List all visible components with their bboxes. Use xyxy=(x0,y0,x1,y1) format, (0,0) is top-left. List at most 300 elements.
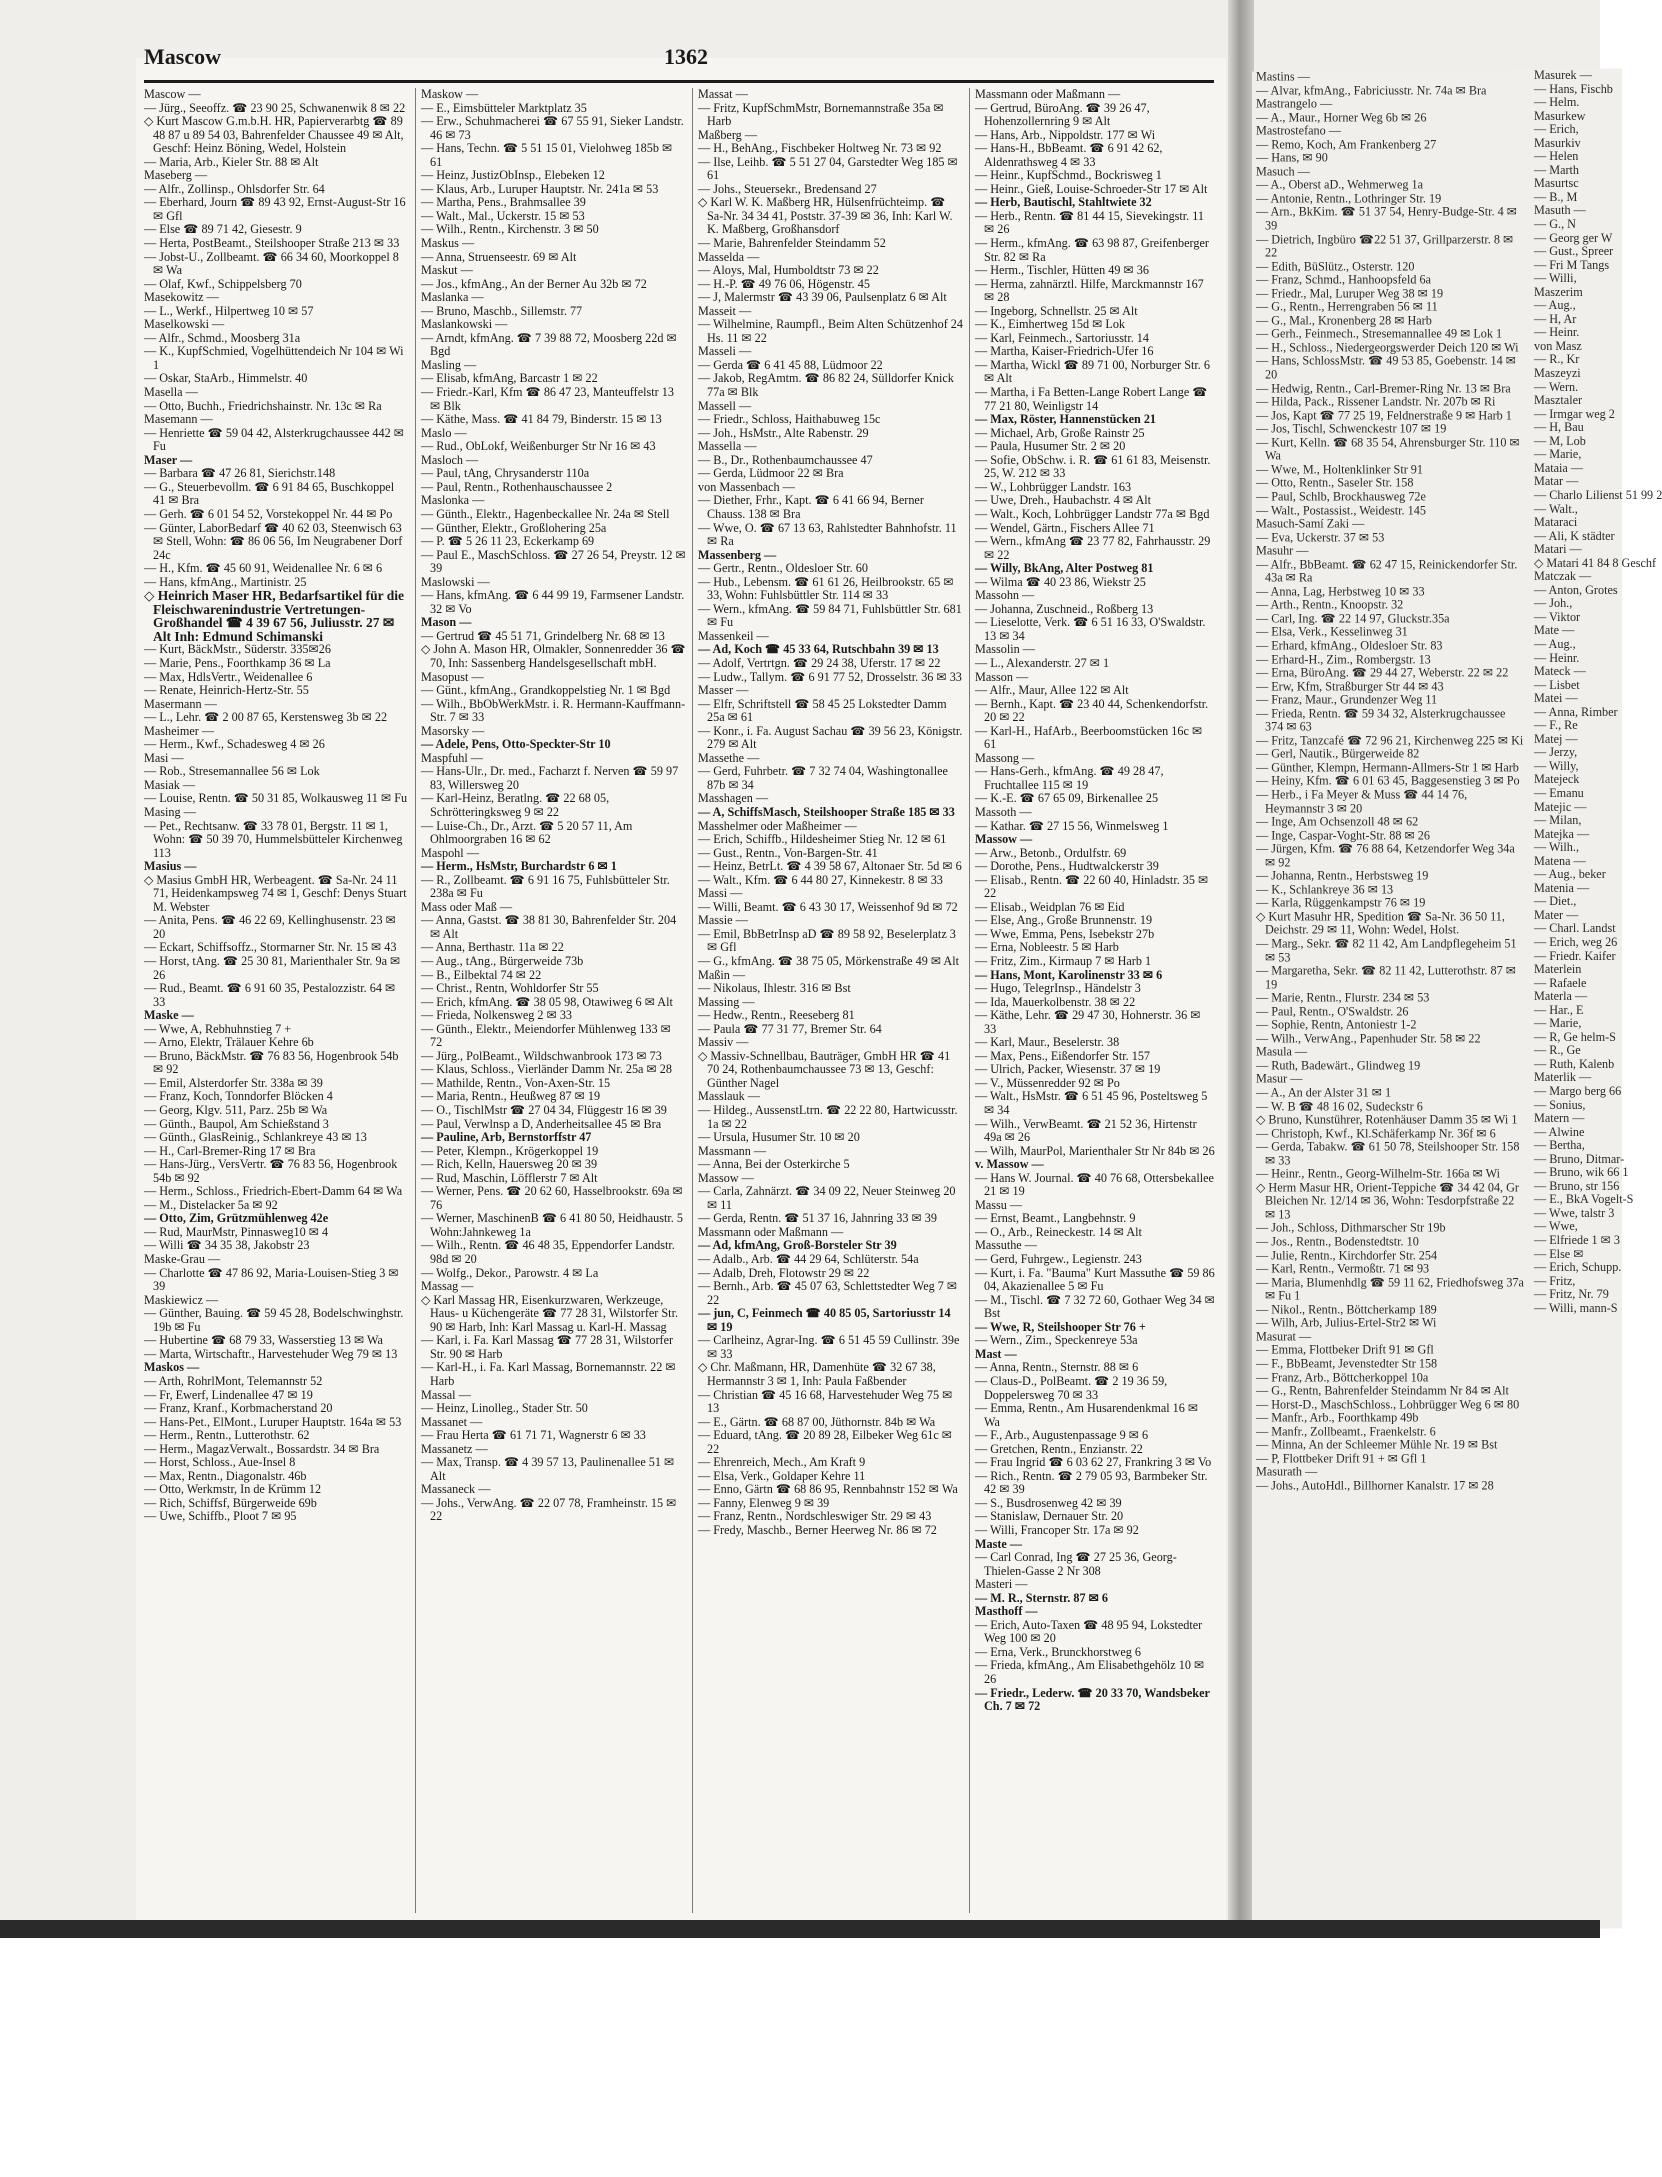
scan-edge-band xyxy=(0,1920,1600,1938)
directory-entry xyxy=(975,1226,1215,1240)
entry-text: — Gerd, Fuhrgew., Legienstr. 243 xyxy=(975,1252,1142,1267)
fragment-entry: — Georg ger W xyxy=(1534,230,1613,245)
directory-entry xyxy=(421,630,686,644)
entry-text: — Hans-Jürg., VersVertr. ☎ 76 83 56, Hogenbrook 54b ✉ 92 xyxy=(144,1157,398,1185)
directory-entry xyxy=(698,1212,963,1226)
directory-entry xyxy=(144,589,409,643)
entry-text: — Hubertine ☎ 68 79 33, Wasserstieg 13 ✉ Wa xyxy=(144,1333,383,1348)
directory-entry xyxy=(975,413,1215,427)
entry-text: — Max, Pens., Eißendorfer Str. 157 xyxy=(975,1048,1151,1063)
directory-entry xyxy=(975,969,1215,983)
entry-text: — Anna, Berthastr. 11a ✉ 22 xyxy=(421,940,564,955)
right-page-fragment xyxy=(1252,67,1662,1931)
entry-text: — Heinr., Gieß, Louise-Schroeder-Str 17 ✉ Alt xyxy=(975,181,1208,196)
entry-text: Masemann — xyxy=(144,412,213,427)
entry-text: — Wilh., BbObWerkMstr. i. R. Hermann-Kauffmann-Str. 7 ✉ 33 xyxy=(421,696,686,725)
fragment-entry: — Gerl, Nautik., Bürgerweide 82 xyxy=(1256,746,1420,761)
entry-text: ◇ Karl Massag HR, Eisenkurzwaren, Werkzeuge, Haus- u Küchengeräte ☎ 77 28 31, Wilstorfer Str. 90 ✉ Harb, Inh: Karl Massag u. Karl-H. Massag xyxy=(421,1292,679,1334)
entry-text: — Günth., Elektr., Meiendorfer Mühlenweg 133 ✉ 72 xyxy=(421,1021,671,1050)
entry-text: — Jobst-U., Zollbeamt. ☎ 66 34 60, Moorkoppel 8 ✉ Wa xyxy=(144,249,399,278)
entry-text: — Erich, Schiffb., Hildesheimer Stieg Nr. 12 ✉ 61 xyxy=(698,832,947,847)
entry-text: Massoth — xyxy=(975,804,1032,819)
entry-text: Masopust — xyxy=(421,669,484,684)
entry-text: — Else ☎ 89 71 42, Giesestr. 9 xyxy=(144,222,302,237)
directory-entry xyxy=(698,671,963,685)
entry-text: Masermann — xyxy=(144,696,217,711)
fragment-entry: — Fri M Tangs xyxy=(1534,257,1610,272)
entry-text: Massow — xyxy=(975,832,1033,847)
entry-text: — Erich, Auto-Taxen ☎ 48 95 94, Lokstedter Weg 100 ✉ 20 xyxy=(975,1617,1203,1646)
fragment-entry: — G., Rentn, Bahrenfelder Steindamm Nr 84 ✉ Alt xyxy=(1256,1383,1509,1398)
directory-entry xyxy=(144,657,409,671)
entry-text: — Emil, BbBetrInsp aD ☎ 89 58 92, Beselerplatz 3 ✉ Gfl xyxy=(698,926,956,955)
entry-text: — E., Gärtn. ☎ 68 87 00, Jüthornstr. 84b ✉ Wa xyxy=(698,1414,936,1429)
directory-entry xyxy=(975,1118,1215,1145)
directory-entry xyxy=(421,1212,686,1239)
fragment-entry: — Walt., xyxy=(1534,501,1578,516)
directory-entry xyxy=(421,1118,686,1132)
entry-text: — Günth., Baupol, Am Schießstand 3 xyxy=(144,1116,329,1131)
entry-text: — Herma, zahnärztl. Hilfe, Marckmannstr 167 ✉ 28 xyxy=(975,276,1204,305)
entry-text: — Gerh. ☎ 6 01 54 52, Vorstekoppel Nr. 44 ✉ Po xyxy=(144,506,393,521)
entry-text: Masseli — xyxy=(698,344,752,359)
entry-text: — Hans, Mont, Karolinenstr 33 ✉ 6 xyxy=(975,967,1163,982)
directory-entry xyxy=(975,1659,1215,1686)
entry-text: Maslanka — xyxy=(421,290,484,305)
entry-text: — Jürg., Seeoffz. ☎ 23 90 25, Schwanenwik 8 ✉ 22 xyxy=(144,100,406,115)
directory-entry xyxy=(421,955,686,969)
fragment-entry: — Erhard-H., Zim., Rombergstr. 13 xyxy=(1256,651,1431,666)
directory-entry xyxy=(421,982,686,996)
entry-text: — Pet., Rechtsanw. ☎ 33 78 01, Bergstr. 11 ✉ 1, Wohn: ☎ 50 39 70, Hummelsbütteler Kirchenweg 113 xyxy=(144,818,403,860)
directory-entry xyxy=(975,847,1215,861)
directory-entry xyxy=(421,684,686,698)
directory-entry xyxy=(698,142,963,156)
fragment-entry: — Elsa, Verk., Kesselinweg 31 xyxy=(1256,624,1408,639)
fragment-entry: — Anna, Lag, Herbstweg 10 ✉ 33 xyxy=(1256,584,1425,599)
entry-text: — Ulrich, Packer, Wiesenstr. 37 ✉ 19 xyxy=(975,1062,1161,1077)
fragment-entry: — Karla, Rüggenkampstr 76 ✉ 19 xyxy=(1256,895,1426,910)
entry-text: Massmann oder Maßmann — xyxy=(975,87,1121,101)
entry-text: Maspfuhl — xyxy=(421,750,483,765)
fragment-entry: — Wilh., xyxy=(1534,839,1579,854)
fragment-entry: — Horst-D., MaschSchloss., Lohbrügger Weg 6 ✉ 80 xyxy=(1256,1397,1520,1412)
entry-text: — S., Busdrosenweg 42 ✉ 39 xyxy=(975,1495,1122,1510)
directory-entry xyxy=(975,359,1215,386)
directory-entry xyxy=(975,454,1215,481)
fragment-entry: Mastins — xyxy=(1256,69,1310,84)
surname-heading xyxy=(144,806,409,820)
entry-text: — Anita, Pens. ☎ 46 22 69, Kellinghusenstr. 23 ✉ 20 xyxy=(144,913,396,941)
directory-entry xyxy=(144,372,409,386)
directory-column-4 xyxy=(975,88,1215,1913)
entry-text: — Gust., Rentn., Von-Bargen-Str. 41 xyxy=(698,845,878,860)
fragment-entry: — Marth xyxy=(1534,162,1580,177)
directory-entry xyxy=(698,765,963,792)
surname-heading xyxy=(975,1158,1215,1172)
entry-text: — Hans, kfmAng., Martinistr. 25 xyxy=(144,574,307,589)
entry-text: — O., TischlMstr ☎ 27 04 34, Flüggestr 16 ✉ 39 xyxy=(421,1103,667,1118)
directory-entry xyxy=(975,725,1215,752)
directory-entry xyxy=(698,1239,963,1253)
entry-text: — Ad, kfmAng, Groß-Borsteler Str 39 xyxy=(698,1238,897,1253)
fragment-entry: — W. B ☎ 48 16 02, Sudeckstr 6 xyxy=(1256,1098,1423,1113)
directory-entry xyxy=(975,1429,1215,1443)
fragment-entry: — Johs., AutoHdl., Billhorner Kanalstr. 17 ✉ 28 xyxy=(1256,1478,1494,1493)
surname-heading xyxy=(144,698,409,712)
fragment-entry: Mataraci xyxy=(1534,514,1578,529)
directory-entry xyxy=(975,345,1215,359)
fragment-entry: — Willi, xyxy=(1534,271,1577,286)
fragment-entry: — Fritz, Tanzcafé ☎ 72 96 21, Kirchenweg 225 ✉ Ki xyxy=(1256,733,1524,748)
surname-heading xyxy=(421,291,686,305)
directory-entry xyxy=(144,508,409,522)
entry-text: — H.-P. ☎ 49 76 06, Högenstr. 45 xyxy=(698,276,870,291)
surname-heading xyxy=(975,643,1215,657)
entry-text: — Alfr., Schmd., Moosberg 31a xyxy=(144,330,301,345)
directory-entry xyxy=(975,196,1215,210)
entry-text: Massie — xyxy=(698,913,748,928)
directory-entry xyxy=(698,928,963,955)
entry-text: — Bernh., Arb. ☎ 45 07 63, Schlettstedter Weg 7 ✉ 22 xyxy=(698,1279,958,1307)
entry-text: Massi — xyxy=(698,886,743,901)
directory-entry xyxy=(698,1483,963,1497)
directory-entry xyxy=(144,1416,409,1430)
entry-text: — Rich., Rentn. ☎ 2 79 05 93, Barmbeker Str. 42 ✉ 39 xyxy=(975,1468,1208,1497)
entry-text: — Marta, Wirtschaftr., Harvestehuder Weg 79 ✉ 13 xyxy=(144,1346,398,1361)
directory-entry xyxy=(144,102,409,116)
surname-heading xyxy=(698,684,963,698)
fragment-entry: Masuth — xyxy=(1534,203,1586,218)
directory-entry xyxy=(421,1104,686,1118)
entry-text: — A, SchiffsMasch, Steilshooper Straße 185 ✉ 33 xyxy=(698,804,955,819)
directory-entry xyxy=(144,427,409,454)
surname-heading xyxy=(698,752,963,766)
entry-text: — Oskar, StaArb., Himmelstr. 40 xyxy=(144,371,308,386)
directory-entry xyxy=(698,278,963,292)
surname-heading xyxy=(421,752,686,766)
entry-text: — Maria, Rentn., Heußweg 87 ✉ 19 xyxy=(421,1089,601,1104)
directory-entry xyxy=(698,1158,963,1172)
entry-text: — Erna, Verk., Brunckhorstweg 6 xyxy=(975,1644,1141,1659)
fragment-entry: — A., Maur., Horner Weg 6b ✉ 26 xyxy=(1256,110,1427,125)
directory-entry xyxy=(421,1497,686,1524)
entry-text: — Rud, Maschin, Löfflerstr 7 ✉ Alt xyxy=(421,1170,598,1185)
entry-text: — Friedr., Schloss, Haithabuweg 15c xyxy=(698,412,881,427)
directory-entry xyxy=(975,901,1215,915)
entry-text: — Max, Röster, Hannenstücken 21 xyxy=(975,412,1157,427)
fragment-entry: — Julie, Rentn., Kirchdorfer Str. 254 xyxy=(1256,1247,1438,1262)
fragment-entry: — Otto, Rentn., Saseler Str. 158 xyxy=(1256,475,1414,490)
directory-entry xyxy=(144,765,409,779)
fragment-entry: — Hilda, Pack., Rissener Landstr. Nr. 207b ✉ Ri xyxy=(1256,394,1496,409)
entry-text: — Christ., Rentn, Wohldorfer Str 55 xyxy=(421,981,599,996)
directory-entry xyxy=(144,576,409,590)
fragment-entry: — E., BkA Vogelt-S xyxy=(1534,1192,1634,1207)
entry-text: — Emma, Rentn., Am Husarendenkmal 16 ✉ Wa xyxy=(975,1401,1199,1429)
entry-text: ◇ Heinrich Maser HR, Bedarfsartikel für die Fleischwarenindustrie Vertretungen-Großhandel ☎ 4 39 67 56, Juliusstr. 27 ✉ Alt Inh: Edmund Schimanski xyxy=(144,588,404,644)
entry-text: — Herm., Tischler, Hütten 49 ✉ 36 xyxy=(975,263,1149,278)
surname-heading xyxy=(698,969,963,983)
directory-entry xyxy=(975,522,1215,536)
entry-text: — Hub., Lebensm. ☎ 61 61 26, Heilbrookstr. 65 ✉ 33, Wohn: Fuhlsbüttler Str. 114 ✉ 33 xyxy=(698,574,954,603)
surname-heading xyxy=(144,860,409,874)
entry-text: Massanet — xyxy=(421,1414,483,1429)
directory-entry xyxy=(421,1050,686,1064)
entry-text: — Wendel, Gärtn., Fischers Allee 71 xyxy=(975,520,1155,535)
directory-entry xyxy=(421,969,686,983)
fragment-entry: Masula — xyxy=(1256,1044,1308,1059)
directory-entry xyxy=(975,1212,1215,1226)
fragment-entry: — G., N xyxy=(1534,216,1576,231)
entry-text: — Hans, Arb., Nippoldstr. 177 ✉ Wi xyxy=(975,127,1156,142)
entry-text: — Elfr, Schriftstell ☎ 58 45 25 Lokstedter Damm 25a ✉ 61 xyxy=(698,696,947,725)
fragment-entry: Masur — xyxy=(1256,1071,1303,1086)
surname-heading xyxy=(698,400,963,414)
fragment-entry: ◇ Bruno, Kunstührer, Rotenhäuser Damm 35 ✉ Wi 1 xyxy=(1256,1112,1518,1127)
entry-text: Masing — xyxy=(144,804,196,819)
entry-text: — Lieselotte, Verk. ☎ 6 51 16 33, O'Swaldstr. 13 ✉ 34 xyxy=(975,615,1206,643)
directory-entry xyxy=(698,1267,963,1281)
directory-entry xyxy=(975,1050,1215,1064)
directory-entry xyxy=(975,1294,1215,1321)
directory-entry xyxy=(144,1145,409,1159)
directory-entry xyxy=(421,996,686,1010)
entry-text: Massella — xyxy=(698,439,757,454)
directory-entry xyxy=(698,183,963,197)
entry-text: — Jürg., PolBeamt., Wildschwanbrook 173 ✉ 73 xyxy=(421,1048,662,1063)
directory-entry xyxy=(698,806,963,820)
fragment-entry: — H, Ar xyxy=(1534,311,1577,326)
directory-entry xyxy=(421,549,686,576)
entry-text: — Bruno, BäckMstr. ☎ 76 83 56, Hogenbrook 54b ✉ 92 xyxy=(144,1048,399,1077)
directory-entry xyxy=(698,1009,963,1023)
directory-entry xyxy=(698,522,963,549)
entry-text: — Wilhelmine, Raumpfl., Beim Alten Schützenhof 24 Hs. 11 ✉ 22 xyxy=(698,317,963,345)
fragment-entry: — Lisbet xyxy=(1534,677,1580,692)
fragment-entry: — Ali, K städter xyxy=(1534,528,1615,543)
entry-text: — K., KupfSchmied, Vogelhüttendeich Nr 104 ✉ Wi 1 xyxy=(144,344,404,372)
directory-entry xyxy=(698,1131,963,1145)
directory-entry xyxy=(698,102,963,129)
entry-text: — Günther, Elektr., Großlohering 25a xyxy=(421,520,607,535)
fragment-entry: Maszerim xyxy=(1534,284,1583,299)
entry-text: — L., Alexanderstr. 27 ✉ 1 xyxy=(975,655,1110,670)
entry-text: — Paul, Rentn., Rothenhauschaussee 2 xyxy=(421,479,613,494)
entry-text: Masser — xyxy=(698,683,749,698)
entry-text: Massell — xyxy=(698,398,752,413)
entry-text: — Frieda, kfmAng., Am Elisabethgehölz 10 ✉ 26 xyxy=(975,1658,1205,1686)
entry-text: Massaneck — xyxy=(421,1482,491,1497)
fragment-entry: — Wwe, talstr 3 xyxy=(1534,1205,1615,1220)
entry-text: ◇ Karl W. K. Maßberg HR, Hülsenfrüchteimp. ☎ Sa-Nr. 34 34 41, Poststr. 37-39 ✉ 36, Inh: Karl W. K. Maßberg, Großhansdorf xyxy=(698,195,953,237)
entry-text: — Anna, Gastst. ☎ 38 81 30, Bahrenfelder Str. 204 ✉ Alt xyxy=(421,913,677,941)
directory-entry xyxy=(975,264,1215,278)
directory-entry xyxy=(421,169,686,183)
fragment-entry: — Alfr., BbBeamt. ☎ 62 47 15, Reinickendorfer Str. 43a ✉ Ra xyxy=(1256,557,1518,585)
directory-entry xyxy=(975,684,1215,698)
directory-entry xyxy=(421,820,686,847)
fragment-entry: — Inge, Am Ochsenzoll 48 ✉ 62 xyxy=(1256,814,1419,829)
entry-text: Maske-Grau — xyxy=(144,1252,221,1267)
fragment-entry: — A., Oberst aD., Wehmerweg 1a xyxy=(1256,177,1424,192)
fragment-entry: Matej — xyxy=(1534,731,1578,746)
entry-text: — Otto, Werkmstr, In de Krümm 12 xyxy=(144,1482,322,1497)
fragment-entry: Matejeck xyxy=(1534,772,1580,787)
fragment-entry: — Gerh., Feinmech., Stresemannallee 49 ✉ Lok 1 xyxy=(1256,326,1503,341)
entry-text: — Frieda, Nolkensweg 2 ✉ 33 xyxy=(421,1008,573,1023)
entry-text: — Martha, Pens., Brahmsallee 39 xyxy=(421,195,586,210)
fragment-entry: — Heiny, Kfm. ☎ 6 01 63 45, Baggesenstieg 3 ✉ Po xyxy=(1256,773,1520,788)
directory-entry xyxy=(698,1307,963,1334)
fragment-entry: Materlik — xyxy=(1534,1070,1592,1085)
entry-text: Massat — xyxy=(698,87,748,101)
directory-entry xyxy=(144,1307,409,1334)
directory-entry xyxy=(975,955,1215,969)
fragment-entry: — Carl, Ing. ☎ 22 14 97, Gluckstr.35a xyxy=(1256,611,1450,626)
fragment-entry: — Arn., BkKim. ☎ 51 37 54, Henry-Budge-Str. 4 ✉ 39 xyxy=(1256,204,1518,233)
entry-text: — Walt., Kfm. ☎ 6 44 80 27, Kinnekestr. 8 ✉ 33 xyxy=(698,872,943,887)
fragment-entry: — Jos, Tischl, Schwenckestr 107 ✉ 19 xyxy=(1256,421,1447,436)
entry-text: — Carla, Zahnärzt. ☎ 34 09 22, Neuer Steinweg 20 ✉ 11 xyxy=(698,1184,956,1212)
fragment-entry: — Charl. Landst xyxy=(1534,921,1616,936)
fragment-entry: — Wwe, xyxy=(1534,1219,1578,1234)
entry-text: — B., Eilbektal 74 ✉ 22 xyxy=(421,967,542,982)
fragment-entry: — R, Ge helm-S xyxy=(1534,1029,1616,1044)
fragment-entry: Masztaler xyxy=(1534,392,1583,407)
fragment-entry: — Heinr. xyxy=(1534,650,1580,665)
entry-text: — G., Steuerbevollm. ☎ 6 91 84 65, Buschkoppel 41 ✉ Bra xyxy=(144,479,395,508)
fragment-entry: — Viktor xyxy=(1534,609,1581,624)
entry-text: — Hugo, TelegrInsp., Händelstr 3 xyxy=(975,981,1141,996)
entry-text: — Michael, Arb, Große Rainstr 25 xyxy=(975,425,1145,440)
directory-entry xyxy=(698,494,963,521)
fragment-entry: — Minna, An der Schleemer Mühle Nr. 19 ✉ Bst xyxy=(1256,1437,1498,1452)
entry-text: — Eckart, Schiffsoffz., Stormarner Str. Nr. 15 ✉ 43 xyxy=(144,940,397,955)
directory-entry xyxy=(421,440,686,454)
entry-text: — Gerd, Fuhrbetr. ☎ 7 32 74 04, Washingtonallee 87b ✉ 34 xyxy=(698,764,948,792)
directory-entry xyxy=(144,237,409,251)
directory-entry xyxy=(698,156,963,183)
surname-heading xyxy=(144,1294,409,1308)
fragment-entry: — B., M xyxy=(1534,189,1578,204)
entry-text: — Frau Ingrid ☎ 6 03 62 27, Frankring 3 ✉ Vo xyxy=(975,1455,1212,1470)
entry-text: Maskiewicz — xyxy=(144,1292,219,1307)
fragment-entry: — Franz, Maur., Grundenzer Weg 11 xyxy=(1256,692,1438,707)
directory-entry xyxy=(144,1375,409,1389)
directory-entry xyxy=(698,847,963,861)
directory-entry xyxy=(975,1009,1215,1036)
directory-entry xyxy=(975,765,1215,792)
surname-heading xyxy=(421,237,686,251)
surname-heading xyxy=(975,671,1215,685)
entry-text: — V., Müssenredder 92 ✉ Po xyxy=(975,1075,1120,1090)
surname-heading xyxy=(421,359,686,373)
entry-text: — Otto, Buchh., Friedrichshainstr. Nr. 13c ✉ Ra xyxy=(144,398,382,413)
entry-text: — Käthe, Mass. ☎ 41 84 79, Binderstr. 15 ✉ 13 xyxy=(421,412,662,427)
entry-text: — M., Tischl. ☎ 7 32 72 60, Gothaer Weg 34 ✉ Bst xyxy=(975,1292,1215,1321)
directory-entry xyxy=(975,603,1215,617)
surname-heading xyxy=(698,345,963,359)
directory-entry xyxy=(975,1619,1215,1646)
column-divider xyxy=(969,88,970,1913)
surname-heading xyxy=(144,1361,409,1375)
entry-text: — Willi, Beamt. ☎ 6 43 30 17, Weissenhof 9d ✉ 72 xyxy=(698,899,958,914)
directory-entry xyxy=(421,1131,686,1145)
fragment-entry: — Arth., Rentn., Knoopstr. 32 xyxy=(1256,597,1404,612)
entry-text: — P. ☎ 5 26 11 23, Eckerkamp 69 xyxy=(421,534,595,549)
surname-heading xyxy=(421,427,686,441)
directory-entry xyxy=(144,1510,409,1524)
entry-text: — Adalb., Arb. ☎ 44 29 64, Schlüterstr. 54a xyxy=(698,1252,919,1267)
entry-text: — K.-E. ☎ 67 65 09, Birkenallee 25 xyxy=(975,791,1159,806)
directory-entry xyxy=(421,386,686,413)
directory-entry xyxy=(144,156,409,170)
fragment-entry: — Friedr. Kaifer xyxy=(1534,948,1616,963)
entry-text: — Arw., Betonb., Ordulfstr. 69 xyxy=(975,845,1127,860)
fragment-entry: — Fritz, Nr. 79 xyxy=(1534,1287,1609,1302)
entry-text: — Frau Herta ☎ 61 71 71, Wagnerstr 6 ✉ 33 xyxy=(421,1428,646,1443)
surname-heading xyxy=(421,494,686,508)
directory-entry xyxy=(698,982,963,996)
directory-entry xyxy=(975,874,1215,901)
surname-heading xyxy=(421,1389,686,1403)
directory-entry xyxy=(144,792,409,806)
entry-text: — Sofie, ObSchw. i. R. ☎ 61 61 83, Meisenstr. 25, W. 212 ✉ 33 xyxy=(975,452,1211,481)
entry-text: — Aug., tAng., Bürgerweide 73b xyxy=(421,954,584,968)
surname-heading xyxy=(144,318,409,332)
entry-text: — O., Arb., Reineckestr. 14 ✉ Alt xyxy=(975,1224,1142,1239)
entry-text: — Wilh., Rentn., Kirchenstr. 3 ✉ 50 xyxy=(421,222,599,237)
surname-heading xyxy=(975,1605,1215,1619)
entry-text: — Fritz, Zim., Kirmaup 7 ✉ Harb 1 xyxy=(975,954,1152,968)
directory-entry xyxy=(144,711,409,725)
fragment-entry: — Diet., xyxy=(1534,894,1577,909)
entry-text: — Fr, Ewerf, Lindenallee 47 ✉ 19 xyxy=(144,1387,313,1402)
entry-text: Maser — xyxy=(144,452,193,467)
directory-entry xyxy=(144,481,409,508)
fragment-entry: — Anton, Grotes xyxy=(1534,582,1618,597)
entry-text: — M., Distelacker 5a ✉ 92 xyxy=(144,1197,278,1212)
entry-text: — Heinz, JustizObInsp., Elebeken 12 xyxy=(421,168,605,183)
entry-text: — M. R., Sternstr. 87 ✉ 6 xyxy=(975,1590,1108,1605)
directory-entry xyxy=(975,129,1215,143)
directory-entry xyxy=(975,386,1215,413)
entry-text: — Else, Ang., Große Brunnenstr. 19 xyxy=(975,913,1153,928)
entry-text: — Wwe, R, Steilshooper Str 76 + xyxy=(975,1319,1146,1334)
fragment-entry: — Sophie, Rentn, Antoniestr 1-2 xyxy=(1256,1017,1417,1032)
entry-text: — Luise-Ch., Dr., Arzt. ☎ 5 20 57 11, Am Ohlmoorgraben 16 ✉ 62 xyxy=(421,818,633,847)
fragment-entry: — Joh., xyxy=(1534,596,1573,611)
surname-heading xyxy=(975,1348,1215,1362)
directory-entry xyxy=(975,1510,1215,1524)
entry-text: — Karl, Maur., Beselerstr. 38 xyxy=(975,1035,1120,1050)
entry-text: — Erna, Nobleestr. 5 ✉ Harb xyxy=(975,940,1119,955)
fragment-entry: — Erich, Schupp. xyxy=(1534,1259,1622,1274)
surname-heading xyxy=(421,1416,686,1430)
entry-text: — Günth., Elektr., Hagenbeckallee Nr. 24a ✉ Stell xyxy=(421,506,670,521)
entry-text: — Elisab., Rentn. ☎ 22 60 40, Hinladstr. 35 ✉ 22 xyxy=(975,872,1209,901)
directory-entry xyxy=(975,508,1215,522)
directory-entry xyxy=(144,1104,409,1118)
entry-text: v. Massow — xyxy=(975,1157,1044,1172)
entry-text: Massag — xyxy=(421,1279,474,1294)
fragment-entry: — Bruno, Ditmar- xyxy=(1534,1151,1625,1166)
entry-text: — Uwe, Schiffb., Ploot 7 ✉ 95 xyxy=(144,1509,297,1524)
fragment-entry: — Heinr. xyxy=(1534,325,1580,340)
directory-entry xyxy=(975,1321,1215,1335)
running-head-title: Mascow xyxy=(144,44,221,69)
